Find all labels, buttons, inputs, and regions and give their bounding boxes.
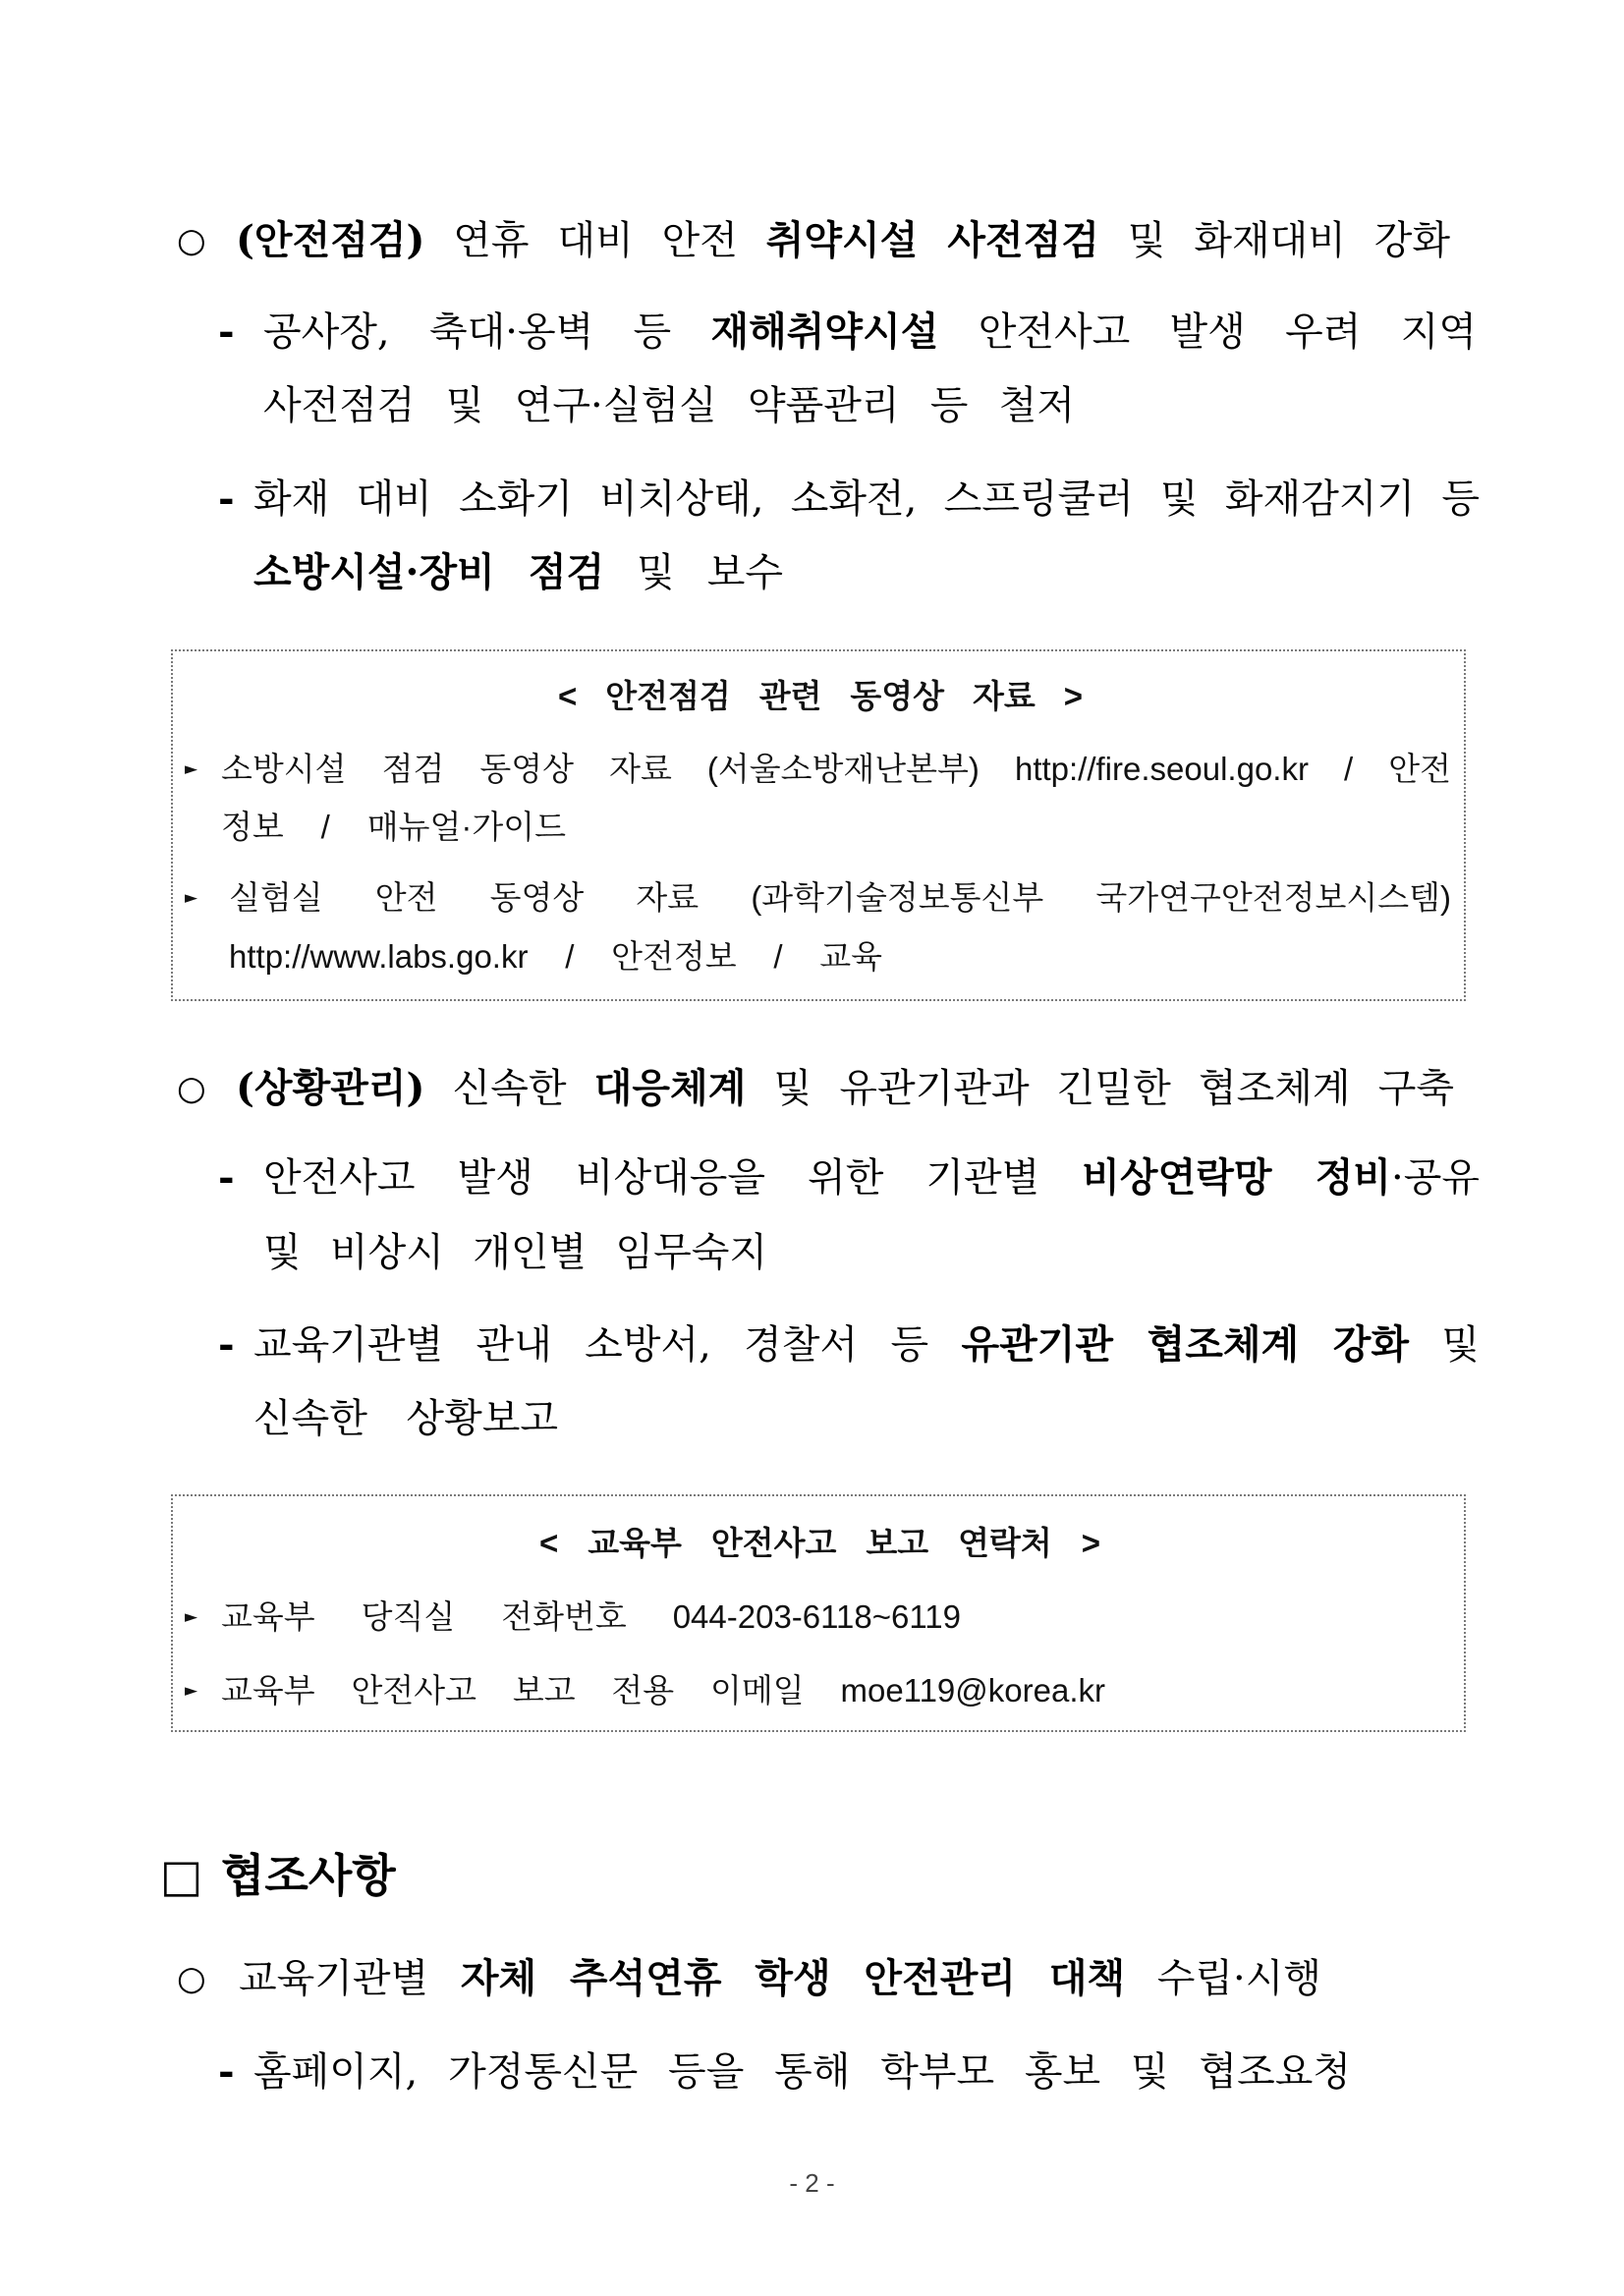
detail-text: 교육기관별 관내 소방서, 경찰서 등: [253, 1322, 929, 1368]
highlight-text: 취약시설 사전점검: [765, 217, 1099, 263]
title-text: 연휴 대비 안전: [453, 218, 738, 263]
dash-bullet: -: [218, 1321, 235, 1368]
contact-box: [171, 1494, 1466, 1732]
dash-bullet: -: [218, 1154, 235, 1201]
detail-line: [263, 1148, 1480, 1207]
contact-email-text: 교육부 안전사고 보고 전용 이메일 moe119@korea.kr: [221, 1672, 1105, 1708]
detail-line: [253, 1389, 558, 1448]
detail-text: 및 보수: [637, 550, 783, 595]
detail-text: 신속한 상황보고: [253, 1396, 558, 1441]
circle-bullet-icon: ○: [177, 1959, 206, 1998]
section-title: [236, 211, 1450, 270]
box-entry-line: [229, 932, 882, 981]
page-number: - 2 -: [789, 2168, 835, 2198]
triangle-bullet-icon: ►: [185, 888, 198, 908]
detail-line: [253, 470, 1480, 529]
contact-email-line: [221, 1666, 1105, 1715]
detail-text: 홈페이지, 가정통신문 등을 통해 학부모 홍보 및 협조요청: [253, 2049, 1351, 2095]
highlight-text: 대응체계: [593, 1065, 747, 1111]
detail-text: 안전사고 발생 우려 지역: [978, 309, 1477, 355]
highlight-text: 유관기관 협조체계 강화: [961, 1321, 1409, 1368]
detail-text: 안전사고 발생 비상대응을 위한 기관별: [263, 1155, 1040, 1201]
triangle-bullet-icon: ►: [185, 759, 198, 779]
circle-bullet-icon: ○: [177, 221, 206, 260]
box-entry-line: [221, 745, 1451, 794]
highlight-text: 소방시설·장비 점검: [253, 549, 605, 595]
contact-phone-text: 교육부 당직실 전화번호 044-203-6118~6119: [221, 1598, 961, 1635]
detail-line: [253, 1316, 1480, 1374]
detail-line: [263, 376, 1075, 435]
highlight-text: 재해취약시설: [710, 308, 939, 355]
resource-box: [171, 649, 1466, 1001]
box-title-text: < 안전점검 관련 동영상 자료 >: [558, 678, 1083, 714]
box-title: [539, 1519, 1100, 1568]
detail-line: [253, 543, 783, 602]
square-bullet-icon: □: [160, 1849, 203, 1902]
section-tag: (안전점검): [236, 217, 425, 263]
detail-text: ·공유: [1391, 1155, 1480, 1201]
detail-line: [263, 1223, 767, 1282]
detail-text: 사전점검 및 연구·실험실 약품관리 등 철저: [263, 383, 1075, 428]
detail-text: 및 비상시 개인별 임무숙지: [263, 1230, 767, 1275]
section-title: [239, 1949, 1321, 2008]
box-entry-line: [221, 803, 566, 852]
highlight-text: 비상연락망 정비: [1082, 1154, 1391, 1201]
detail-line: [253, 2043, 1351, 2101]
circle-bullet-icon: ○: [177, 1069, 206, 1108]
box-title: [558, 672, 1083, 721]
box-entry-line: [229, 873, 1451, 923]
triangle-bullet-icon: ►: [185, 1607, 198, 1627]
contact-phone-line: [221, 1593, 961, 1642]
section-tag: (상황관리): [236, 1065, 425, 1111]
detail-text: 화재 대비 소화기 비치상태, 소화전, 스프링쿨러 및 화재감지기 등: [253, 476, 1480, 522]
detail-text: 및: [1441, 1322, 1480, 1368]
detail-line: [263, 303, 1477, 362]
title-text: 수립·시행: [1156, 1956, 1321, 2001]
detail-text: 공사장, 축대·옹벽 등: [263, 309, 672, 355]
triangle-bullet-icon: ►: [185, 1681, 198, 1701]
box-entry-text: 정보 / 매뉴얼·가이드: [221, 809, 566, 845]
title-text: 신속한: [452, 1066, 567, 1111]
title-text: 및 화재대비 강화: [1127, 218, 1450, 263]
highlight-text: 자체 추석연휴 학생 안전관리 대책: [460, 1955, 1126, 2001]
box-entry-text: 소방시설 점검 동영상 자료 (서울소방재난본부) http://fire.seoul.go.kr / 안전: [221, 751, 1451, 787]
title-text: 교육기관별: [239, 1956, 429, 2001]
box-entry-text: http://www.labs.go.kr / 안전정보 / 교육: [229, 938, 882, 975]
dash-bullet: -: [218, 476, 235, 522]
box-title-text: < 교육부 안전사고 보고 연락처 >: [539, 1525, 1100, 1561]
section-title: [236, 1059, 1454, 1118]
section-heading: 협조사항: [221, 1850, 396, 1901]
dash-bullet: -: [218, 308, 235, 355]
box-entry-text: 실험실 안전 동영상 자료 (과학기술정보통신부 국가연구안전정보시스템): [229, 879, 1451, 916]
title-text: 및 유관기관과 긴밀한 협조체계 구축: [773, 1066, 1454, 1111]
dash-bullet: -: [218, 2048, 235, 2095]
